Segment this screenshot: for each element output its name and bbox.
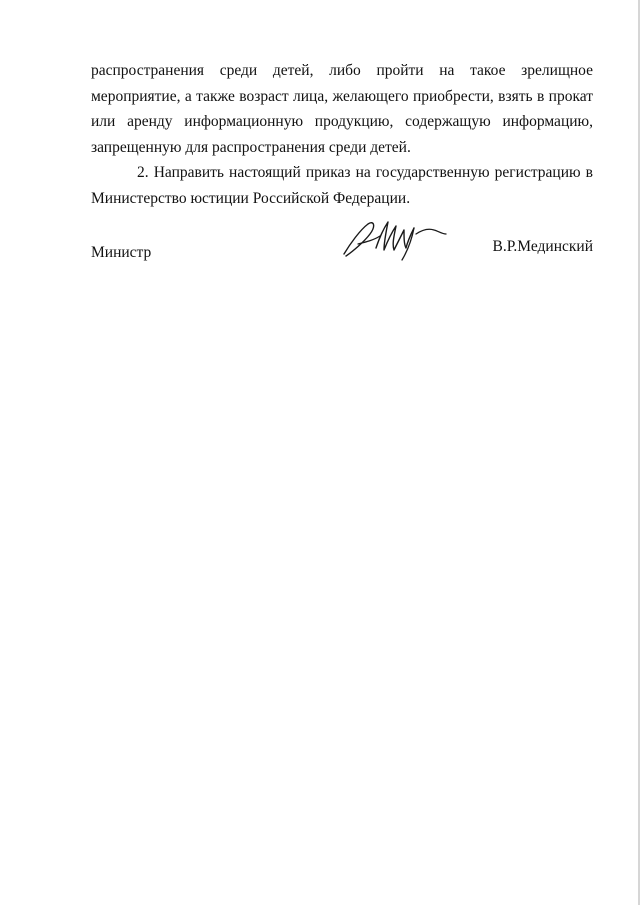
- document-body: [91, 58, 593, 211]
- signature-block: [91, 214, 593, 270]
- paragraph-continuation: распространения среди детей, либо пройти на такое зрелищное мероприятие, а также возраст лица, желающего приобрести, взять в прокат или аренду информационную продукцию, содержащую информацию, запрещенную для распространения среди детей.: [91, 62, 593, 156]
- signatory-position: Министр: [91, 244, 152, 261]
- paragraph-item-2: 2. Направить настоящий приказ на государственную регистрацию в Министерство юстиции Российской Федерации.: [91, 164, 593, 207]
- signatory-name: В.Р.Мединский: [492, 238, 593, 255]
- handwritten-signature: [338, 214, 448, 262]
